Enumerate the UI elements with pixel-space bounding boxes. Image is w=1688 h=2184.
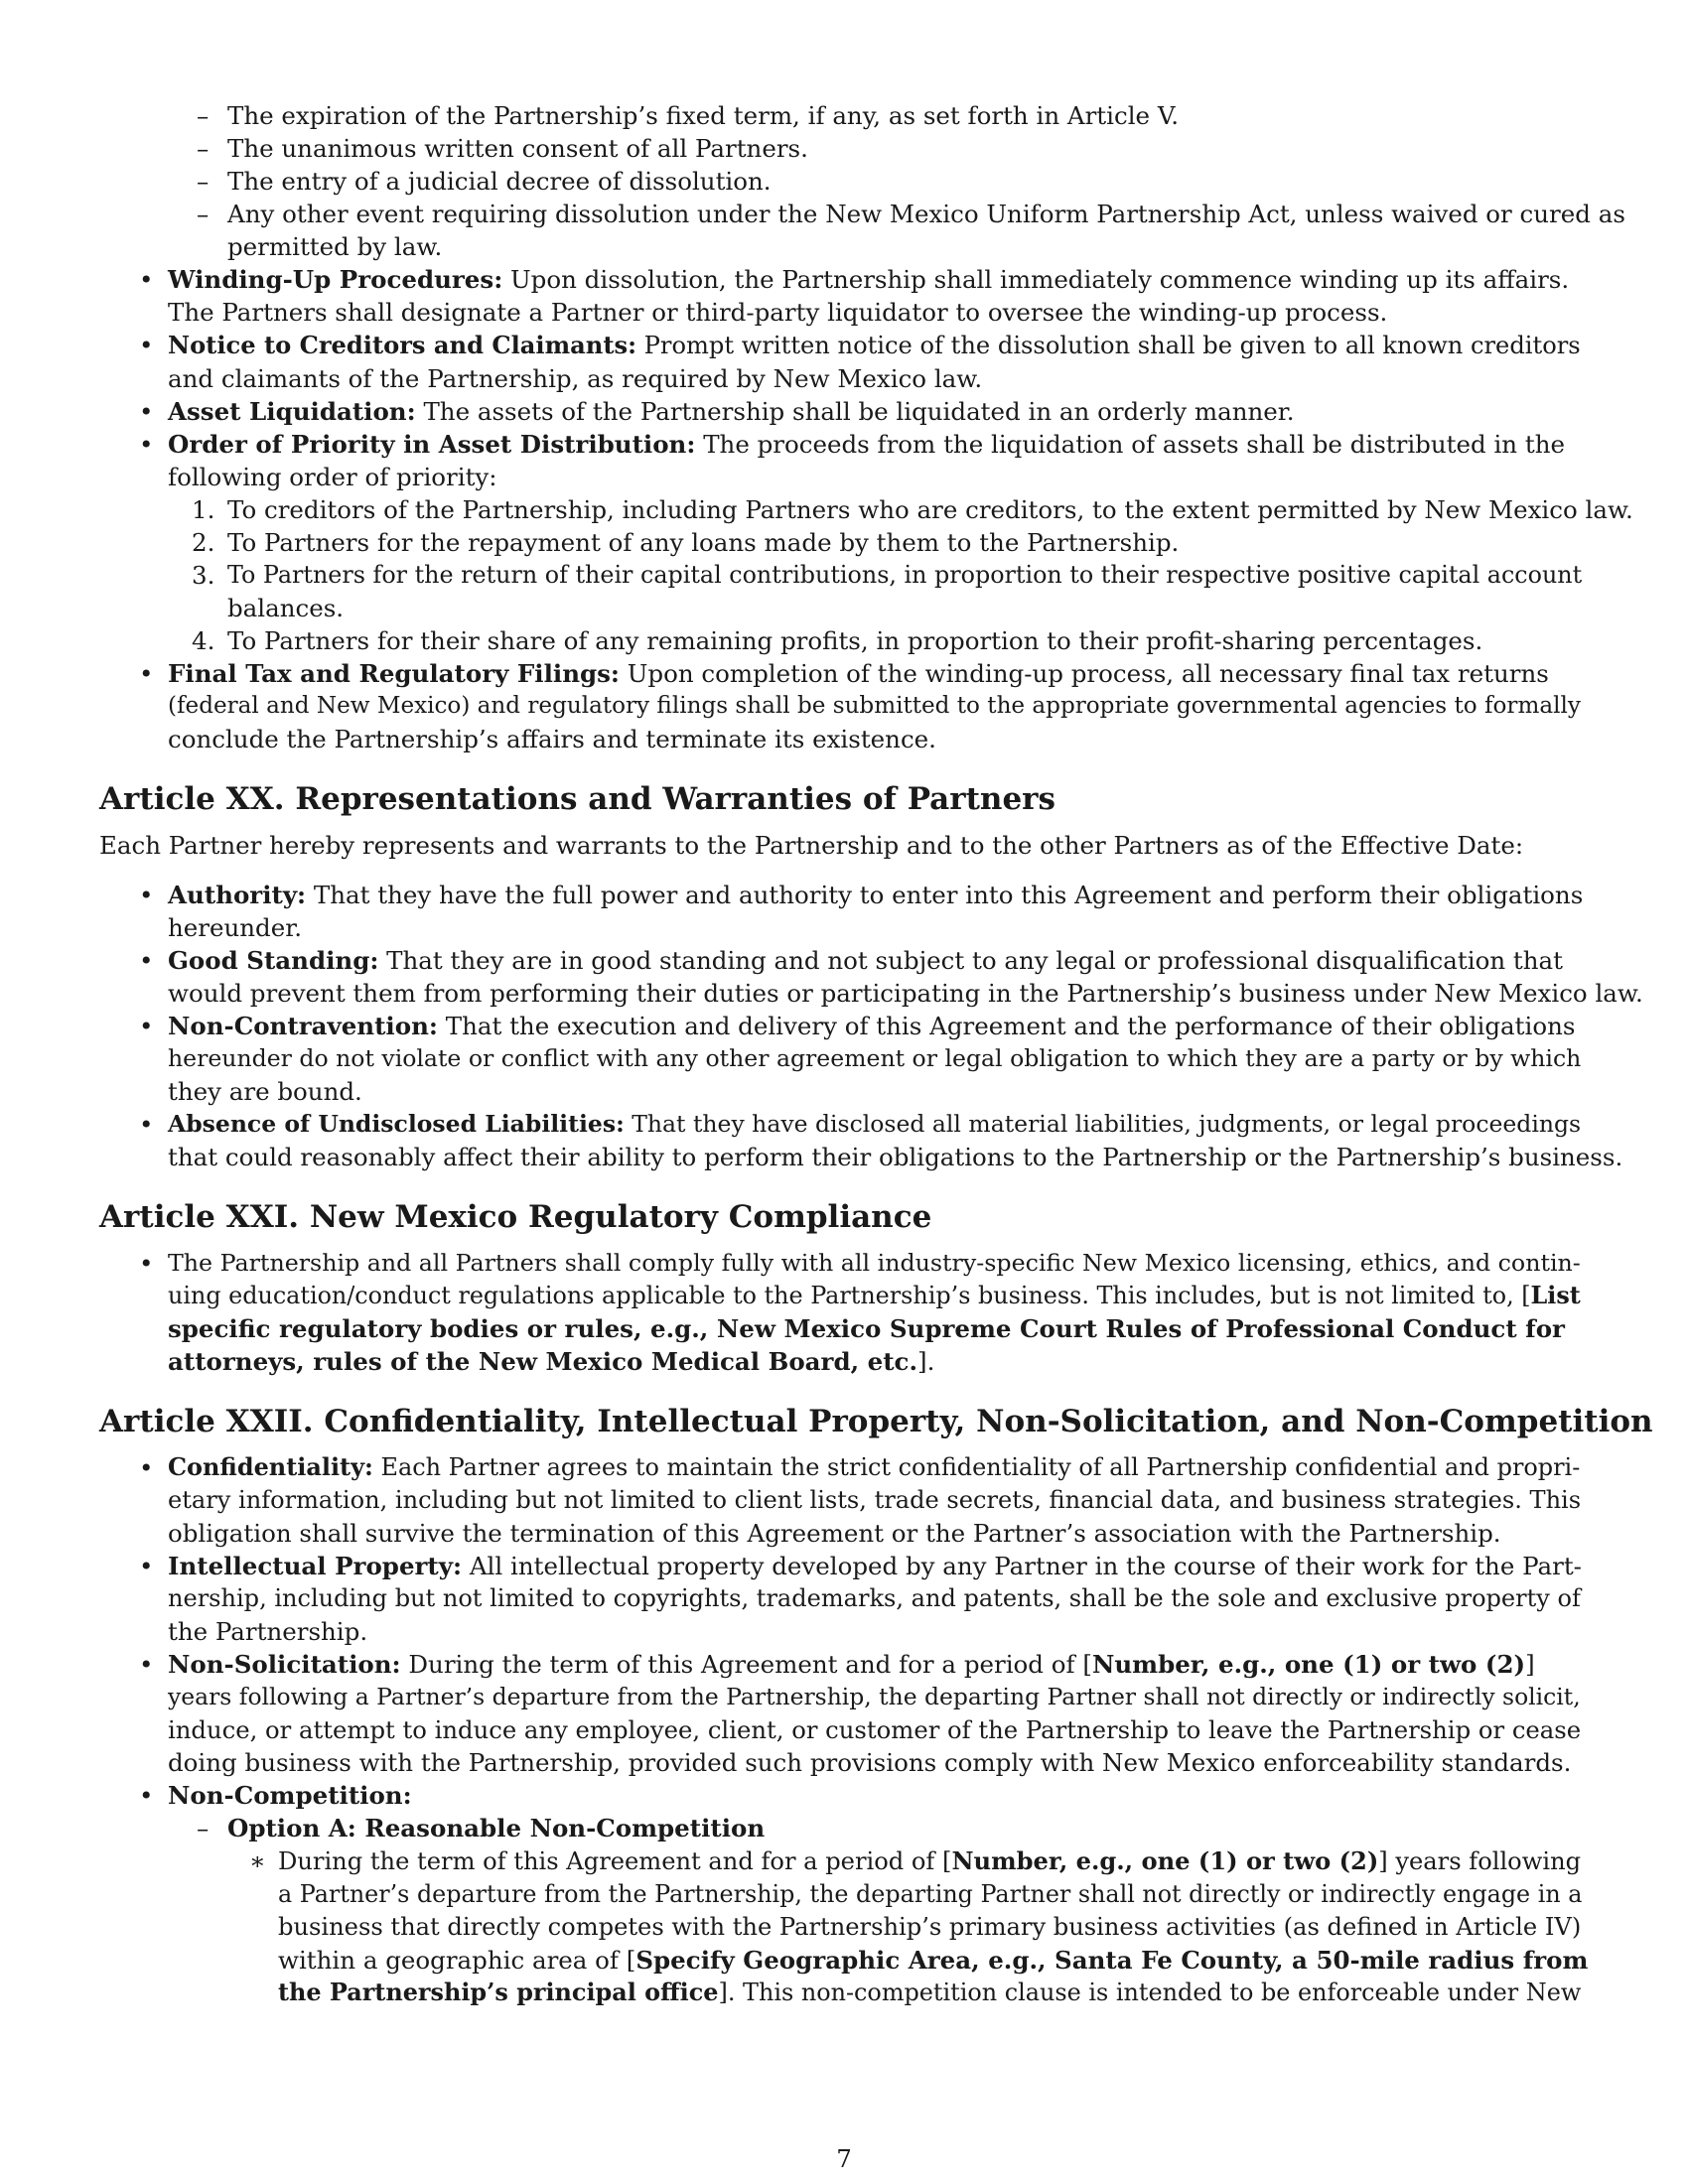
list-number: 4. [192, 626, 215, 655]
list-item: 2. To Partners for the repayment of any loans made by them to the Partnership. [192, 528, 1180, 557]
dissolution-event: The expiration of the Partnership’s fixed term, if any, as set forth in Article V. [227, 101, 1180, 130]
ip-item: • Intellectual Property: All intellectual property developed by any Partner in the course of their work for the Part- nership, including but not limited to copyrights, trademarks, and patents, shall be the sole and exclusive property of the Partnership. [139, 1552, 1582, 1646]
good-standing-label: Good Standing: [168, 946, 379, 975]
list-item: 4. To Partners for their share of any remaining profits, in proportion to their profit-sharing percentages. [192, 626, 1483, 655]
bullet-marker: • [139, 265, 154, 294]
dash-marker: – [197, 134, 210, 163]
dash-marker: – [197, 1814, 210, 1843]
article-xx-heading: Article XX. Representations and Warranties of Partners [99, 781, 1055, 817]
final-tax-item: • Final Tax and Regulatory Filings: Upon completion of the winding-up process, all necessary final tax returns (federal and New Mexico) and regulatory filings shall be submitted to the appropriate governmental agencies to formally conclude the Partnership’s affairs and terminate its existence. [139, 659, 1581, 753]
list-item [99, 198, 1625, 263]
option-a-item [168, 1812, 1589, 2009]
winding-up-item: • Winding-Up Procedures: Upon dissolution, the Partnership shall immediately commence winding up its affairs. The Partners shall designate a Partner or third-party liquidator to oversee the winding-up process. [139, 265, 1570, 327]
article-xx-intro: Each Partner hereby represents and warrants to the Partnership and to the other Partners as of the Effective Date: [99, 831, 1524, 860]
bullet-marker: • [139, 1650, 154, 1679]
dissolution-event-continued: permitted by law. [227, 232, 443, 261]
bullet-marker: • [139, 881, 154, 909]
bullet-marker: • [139, 1453, 154, 1482]
dissolution-events-list [99, 99, 1625, 263]
bullet-marker: • [139, 430, 154, 459]
dash-marker: – [197, 101, 210, 130]
list-item [99, 165, 1589, 198]
bullet-marker: • [139, 1552, 154, 1580]
notice-label: Notice to Creditors and Claimants: [168, 331, 636, 359]
priority-label: Order of Priority in Asset Distribution: [168, 430, 696, 459]
confidentiality-item: • Confidentiality: Each Partner agrees to maintain the strict confidentiality of all Partnership confidential and propri- etary information, including but not limited to client lists, trade secrets, financial data, and business strategies. This obligation shall survive the termination of this Agreement or the Partner’s association with the Partnership. [139, 1453, 1582, 1548]
bullet-marker: • [139, 1781, 154, 1810]
absence-item: • Absence of Undisclosed Liabilities: That they have disclosed all material liabilities, judgments, or legal proceedings that could reasonably affect their ability to perform their obligations to the Partnership or the Partnership’s business. [139, 1110, 1623, 1171]
article-xxii-heading: Article XXII. Confidentiality, Intellectual Property, Non-Solicitation, and Non-Competition [99, 1404, 1653, 1439]
document-page [99, 99, 1653, 2009]
authority-item: • Authority: That they have the full power and authority to enter into this Agreement and perform their obligations hereunder. [139, 881, 1584, 942]
list-item [99, 132, 1589, 165]
bullet-marker: • [139, 1012, 154, 1040]
page-number: 7 [836, 2144, 852, 2173]
bullet-marker: • [139, 1110, 154, 1139]
non-contravention-item: • Non-Contravention: That the execution and delivery of this Agreement and the performance of their obligations hereunder do not violate or conflict with any other agreement or legal obligation to which they are a party or by which they are bound. [139, 1012, 1582, 1106]
authority-label: Authority: [168, 881, 307, 909]
dash-marker: – [197, 200, 210, 228]
non-competition-item [99, 1779, 1589, 2009]
final-tax-label: Final Tax and Regulatory Filings: [168, 659, 620, 688]
asset-liquidation-item: • Asset Liquidation: The assets of the Partnership shall be liquidated in an orderly manner. [139, 397, 1295, 426]
list-item [99, 99, 1589, 132]
article-xxii-list [99, 1451, 1589, 2009]
dash-marker: – [197, 167, 210, 196]
list-number: 1. [192, 495, 215, 524]
article-xx-list [99, 879, 1643, 1173]
dissolution-event: The entry of a judicial decree of dissolution. [227, 167, 772, 196]
priority-item: • Order of Priority in Asset Distribution: The proceeds from the liquidation of assets shall be distributed in the following order of priority: 1. To creditors of the Partnership, including Partners who are creditors, to the extent permitted by New Mexico law. 2. To Partners for the repayment of any loans made by them to the Partnership. 3. To Partners for the return of their capital contributions, in proportion to their respective positive capital account balances. 4. To Partners for their share of any remaining profits, in proportion to their profit-sharing percentages. [139, 430, 1633, 655]
bullet-marker: • [139, 659, 154, 688]
dissolution-event: The unanimous written consent of all Partners. [227, 134, 808, 163]
dissolution-event: Any other event requiring dissolution under the New Mexico Uniform Partnership Act, unless waived or cured as [227, 200, 1625, 228]
notice-item: • Notice to Creditors and Claimants: Prompt written notice of the dissolution shall be given to all known creditors and claimants of the Partnership, as required by New Mexico law. [139, 331, 1581, 393]
bullet-marker: • [139, 946, 154, 975]
non-solicitation-label: Non-Solicitation: [168, 1650, 401, 1679]
winding-up-label: Winding-Up Procedures: [168, 265, 503, 294]
asset-liquidation-label: Asset Liquidation: [168, 397, 416, 426]
priority-list [168, 493, 1633, 657]
non-contravention-label: Non-Contravention: [168, 1012, 438, 1040]
bullet-marker: • [139, 331, 154, 359]
confidentiality-label: Confidentiality: [168, 1453, 373, 1481]
ip-label: Intellectual Property: [168, 1552, 463, 1580]
option-a-label: Option A: Reasonable Non-Competition [227, 1814, 766, 1843]
list-number: 3. [192, 561, 215, 590]
bullet-marker: • [139, 1249, 154, 1278]
article-xxi-item: • The Partnership and all Partners shall comply fully with all industry-specific New Mexico licensing, ethics, and contin- uing education/conduct regulations applicable to the Partnership’s business. This includes, but is not limited to, [List specific regulatory bodies or rules, e.g., New Mexico Supreme Court Rules of Professional Conduct for attorneys, rules of the New Mexico Medical Board, etc.]. [139, 1249, 1581, 1376]
article-xxi-heading: Article XXI. New Mexico Regulatory Compliance [99, 1199, 932, 1235]
option-a-clause: ∗ During the term of this Agreement and for a period of [Number, e.g., one (1) or two (2)] years following a Partner’s departure from the Partnership, the departing Partner shall not directly or indirectly engage in a business that directly competes with the Partnership’s primary business activities (as defined in Article IV) within a geographic area of [Specify Geographic Area, e.g., Santa Fe County, a 50-mile radius from the Partnership’s principal office]. This non-competition clause is intended to be enforceable under New [249, 1846, 1589, 2006]
asterisk-marker: ∗ [249, 1846, 266, 1875]
list-number: 2. [192, 528, 215, 557]
list-item: 3. To Partners for the return of their capital contributions, in proportion to their respective positive capital account balances. [192, 561, 1583, 622]
absence-label: Absence of Undisclosed Liabilities: [168, 1110, 625, 1138]
good-standing-item: • Good Standing: That they are in good standing and not subject to any legal or professional disqualification that would prevent them from performing their duties or participating in the Partnership’s business under New Mexico law. [139, 946, 1643, 1008]
non-competition-label: Non-Competition: [168, 1781, 412, 1810]
bullet-marker: • [139, 397, 154, 426]
non-solicitation-item: • Non-Solicitation: During the term of this Agreement and for a period of [Number, e.g., one (1) or two (2)] years following a Partner’s departure from the Partnership, the departing Partner shall not directly or indirectly solicit, induce, or attempt to induce any employee, client, or customer of the Partnership to leave the Partnership or cease doing business with the Partnership, provided such provisions comply with New Mexico enforceability standards. [139, 1650, 1582, 1777]
list-item: 1. To creditors of the Partnership, including Partners who are creditors, to the extent permitted by New Mexico law. [192, 495, 1633, 524]
